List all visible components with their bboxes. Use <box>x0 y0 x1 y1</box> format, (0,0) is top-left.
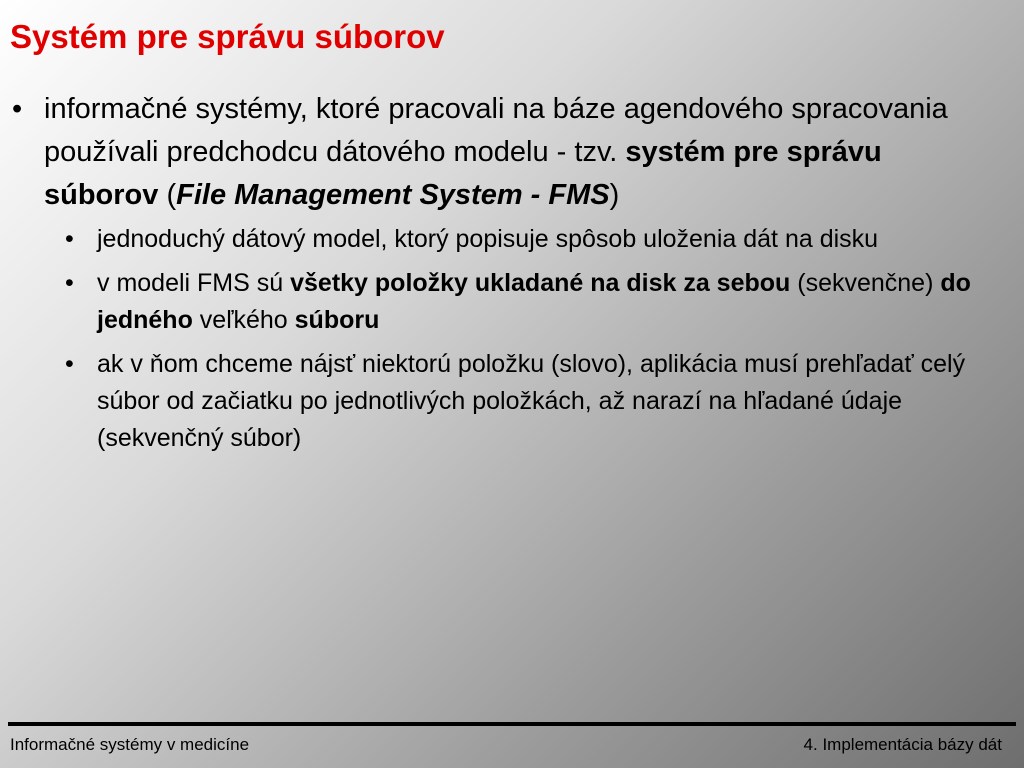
sub-bullet <box>65 265 1007 339</box>
footer-course-title: Informačné systémy v medicíne <box>10 735 250 754</box>
bullet-icon: • <box>12 93 23 125</box>
sub-bullet-bold: do jedného <box>97 269 971 334</box>
bullet-icon: • <box>65 350 74 378</box>
footer-divider <box>8 722 1016 726</box>
sub-bullet <box>65 221 1007 258</box>
sub-bullet-text: v modeli FMS sú <box>97 269 291 297</box>
sub-bullet-text: jednoduchý dátový model, ktorý popisuje spôsob uloženia dát na disku <box>97 225 879 253</box>
main-bullet-text-1: informačné systémy, ktoré pracovali na báze agendového spracovania používali predchodcu dátového modelu - tzv. <box>44 93 948 168</box>
slide-content <box>0 88 1024 464</box>
main-bullet-bold-italic: File Management System - FMS <box>176 179 610 211</box>
sub-bullet-text: veľkého <box>192 306 295 334</box>
sub-bullet <box>65 346 1007 457</box>
sub-bullet-bold: všetky položky ukladané na disk za sebou <box>290 269 791 297</box>
bullet-icon: • <box>65 225 74 253</box>
sub-bullet-list <box>0 221 1024 457</box>
sub-bullet-text: (sekvenčne) <box>790 269 941 297</box>
main-bullet-text-3: ) <box>609 179 620 211</box>
main-bullet-bold-1: systém pre správu súborov <box>44 136 882 211</box>
sub-bullet-text: ak v ňom chceme nájsť niektorú položku (slovo), aplikácia musí prehľadať celý súbor od začiatku po jednotlivých položkách, až narazí na hľadané údaje (sekvenčný súbor) <box>97 350 966 452</box>
bullet-icon: • <box>65 269 74 297</box>
sub-bullet-bold: súboru <box>294 306 380 334</box>
footer-lecture-title: 4. Implementácia bázy dát <box>803 735 1002 754</box>
main-bullet-text-2: ( <box>158 179 177 211</box>
main-bullet <box>12 88 1004 217</box>
slide-title: Systém pre správu súborov <box>10 18 445 55</box>
